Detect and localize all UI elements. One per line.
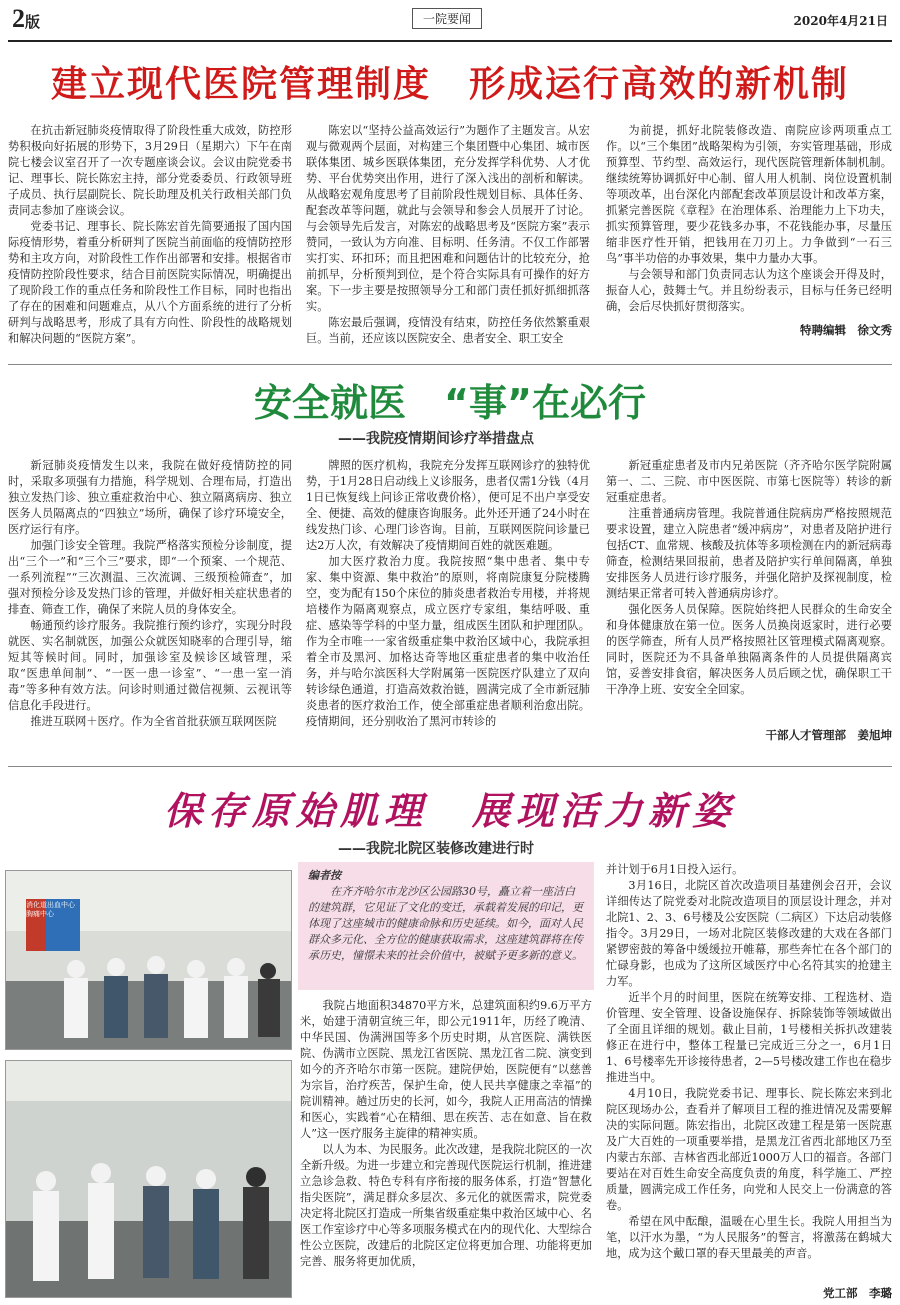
article3-subtitle: ——我院北院区装修改建进行时 (338, 841, 534, 857)
issue-date: 2020年4月21日 (793, 14, 888, 28)
paragraph: 我院占地面积34870平方米，总建筑面积约9.6万平方米，始建于清朝宣统三年，即公元1911年，历经了晚清、中华民国、伪满洲国等多个历史时期，从宫医院、满铁医院、伪满市立医院、黑龙江省医院、黑龙江省二院、演变到如今的齐齐哈尔市第一医院。建院伊始，医院便有“以慈善为宗旨，治疗疾苦，保护生命，使人民共享健康之幸福”的院训精神。趟过历史的长河，如今，我院人正用高洁的情操和医心，实践着“心在精细、思在疾苦、志在如意、旨在救人”这一医疗服务主旋律的精神实质。 (300, 999, 592, 1140)
page-number: 2版 (12, 4, 41, 33)
article1-byline: 特聘编辑 徐文秀 (800, 323, 892, 337)
photo-illustration (6, 1061, 291, 1297)
article2-title: 安全就医 “事”在必行 (254, 381, 646, 425)
paragraph: 推进互联网＋医疗。作为全省首批获颁互联网医院 (30, 715, 277, 728)
article1-title: 建立现代医院管理制度 形成运行高效的新机制 (50, 64, 849, 105)
paragraph: 陈宏以“坚持公益高效运行”为题作了主题发言。从宏观与微观两个层面，对构建三个集团暨中心集团、城市医联体集团、城乡医联体集团，充分发挥学科优势、人才优势、平台优势突出作用，进行了深入浅出的剖析和解读。从战略宏观角度思考了目前阶段性规划目标、具体任务、配套改革等问题，就此与会领导和参会人员展开了讨论。与会领导先后发言，对陈宏的战略思考及“医院方案”表示赞同，一致认为方向准、目标明、任务清。不仅工作部署实打实、环扣环；而且把困难和问题估计的比较充分，抢前抓早，分析预判到位，是个符合实际具有可操作的好方案。下一步主要是按照领导分工和部门责任抓好抓细抓落实。 (306, 124, 590, 313)
article1-col2 (306, 123, 590, 358)
article2-col1 (8, 458, 292, 758)
article3-col1 (300, 998, 592, 1300)
article2-byline: 干部人才管理部 姜旭坤 (765, 728, 892, 742)
paragraph: 近半个月的时间里，医院在统筹安排、工程选材、造价管理、安全管理、设备设施保存、拆除装饰等领域做出了全面且详细的规划。截止目前，1号楼相关拆扒改建装修正在进行中，整体工程量已完成近三分之一，6月1日1、6号楼率先开诊接待患者，2—5号楼改建工作也在稳步推进当中。 (606, 991, 892, 1084)
paragraph: 党委书记、理事长、院长陈宏首先简要通报了国内国际疫情形势，着重分析研判了医院当前面临的疫情防控形势和主攻方向，对阶段性工作作出部署和安排。根据省市疫情防控阶段性要求，结合目前医院实际情况，明确提出了现阶段工作的重点任务和阶段性工作目标，同时也指出了存在的困难和问题难点，从八个方面系统的进行了分析研判与战略思考，形成了具有方向性、阶段性的战略规划和解决问题的“医院方案”。 (8, 220, 292, 345)
header-rule (8, 40, 892, 42)
article3-byline: 党工部 李璐 (823, 1286, 892, 1300)
editor-note-tag: 编者按 (308, 869, 341, 882)
divider (8, 766, 892, 767)
photo-inspection-2 (5, 1060, 292, 1298)
article2-col3 (606, 458, 892, 718)
paragraph: 希望在风中酝酿，温暖在心里生长。我院人用担当为笔，以汗水为墨，“为人民服务”的誓言，将激荡在鹤城大地，成为这个戴口罩的春天里最美的声音。 (606, 1215, 892, 1260)
editor-note (298, 862, 594, 990)
page-header (0, 0, 900, 40)
editor-note-text: 在齐齐哈尔市龙沙区公园路30号，矗立着一座洁白的建筑群，它见证了文化的变迁，承载着发展的印记，更体现了这座城市的健康命脉和历史延续。如今，面对人民群众多元化、全方位的健康获取需求，这座建筑群将在传承历史，憧憬未来的社会价值中，被赋予更多新的意义。 (308, 885, 583, 962)
paragraph: 注重普通病房管理。我院普通住院病房严格按照规范要求设置，建立入院患者“缓冲病房”，对患者及陪护进行包括CT、血常规、核酸及抗体等多项检测在内的新冠病毒筛查，检测结果回报前，患者及陪护实行单间隔离，单独安排医务人员进行诊疗服务，并强化陪护及探视制度，检测结果正常者可转入普通病房诊疗。 (606, 507, 892, 600)
paragraph: 畅通预约诊疗服务。我院推行预约诊疗，实现分时段就医、实名制就医，加强公众就医知晓率的合理引导，缩短其等候时间。同时，加强诊室及候诊区域管理，采取“医患单间制”、“一医一患一诊室”、“一患一室一消毒”等多种有效方法。问诊时则通过微信视频、云视讯等信息化手段进行。 (8, 619, 292, 712)
photo-inspection-1 (5, 870, 292, 1050)
paragraph: 加大医疗救治力度。我院按照“集中患者、集中专家、集中资源、集中救治”的原则，将南院康复分院楼腾空，变为配有150个床位的肺炎患者救治专用楼，并将规培楼作为隔离观察点，成立医疗专家组，集结呼吸、重症、感染等学科的中坚力量，组成医生团队和护理团队。作为全市唯一一家省级重症集中救治区域中心，我院承担着全市及黑河、加格达奇等地区重症患者的集中收治任务，并与哈尔滨医科大学附属第一医院医疗队建立了双向转诊绿色通道，打造高效救治链，圆满完成了全市新冠肺炎患者的医疗救治工作，使全部重症患者顺利治愈出院。疫情期间，还分别收治了黑河市转诊的 (306, 555, 590, 728)
article3-col2 (606, 862, 892, 1282)
paragraph: 并计划于6月1日投入运行。 (606, 863, 744, 876)
article3-title: 保存原始肌理 展现活力新姿 (163, 788, 736, 833)
article2-subtitle: ——我院疫情期间诊疗举措盘点 (338, 431, 534, 447)
article1-col1 (8, 123, 292, 358)
photo-sign-text: 消化道出血中心 胸痛中心 (26, 901, 75, 918)
paragraph: 牌照的医疗机构，我院充分发挥互联网诊疗的独特优势，于1月28日启动线上义诊服务，患者仅需1分钱（4月1日已恢复线上问诊正常收费价格），便可足不出户享受安全、便捷、高效的健康咨询服务。此外还开通了24小时在线发热门诊、心理门诊咨询。目前，互联网医院问诊量已达2万人次，有效解决了疫情期间百姓的就医难题。 (306, 459, 590, 552)
paragraph: 以人为本、为民服务。此次改建，是我院北院区的一次全新升级。为进一步建立和完善现代医院运行机制，推进建立急诊急救、特色专科有序衔接的服务体系，打造“智慧化指尖医院”，满足群众多层次、多元化的就医需求，院党委决定将北院区打造成一所集省级重症集中救治区域中心、名医工作室诊疗中心等多项服务模式在内的现代化、大型综合性公立医院，改建后的北院区定位将更加合理、功能将更加完善、服务将更加优质， (300, 1143, 592, 1268)
paragraph: 与会领导和部门负责同志认为这个座谈会开得及时，振奋人心，鼓舞士气。并且纷纷表示，目标与任务已经明确，会后尽快抓好贯彻落实。 (606, 268, 892, 313)
paragraph: 强化医务人员保障。医院始终把人民群众的生命安全和身体健康放在第一位。医务人员换岗返家时，进行必要的医学筛查，所有人员严格按照社区管理模式隔离观察。同时，医院还为不具备单独隔离条件的人员提供隔离宾馆，妥善安排食宿，解决医务人员后顾之忧，确保职工干干净净上班、安安全全回家。 (606, 603, 892, 696)
paragraph: 3月16日，北院区首次改造项目基建例会召开，会议详细传达了院党委对北院改造项目的顶层设计理念，并对北院1、2、3、6号楼及公安医院（二病区）下达启动装修指令。3月29日，一场对北院区装修改建的大戏在各部门紧锣密鼓的筹备中缓缓拉开帷幕，那些奔忙在各个部门的忙碌身影，也成为了这所区域医疗中心名符其实的抢建主力军。 (606, 879, 892, 988)
article1-col3 (606, 123, 892, 318)
paragraph: 新冠肺炎疫情发生以来，我院在做好疫情防控的同时，采取多项强有力措施，科学规划、合理布局，打造出独立发热门诊、独立重症救治中心、独立隔离病房、独立医务人员隔离点的“四独立”场所，确保了诊疗环境安全，医疗运行有序。 (8, 459, 292, 536)
article2-col2 (306, 458, 590, 758)
divider (8, 364, 892, 365)
paragraph: 为前提，抓好北院装修改造、南院应诊两项重点工作。以“三个集团”战略架构为引领，夯实管理基础，形成预算型、节约型、高效运行，现代医院管理新体制机制。继续统筹协调抓好中心制、留人用人机制、岗位设置机制等项改革，出台深化内部配套改革顶层设计和改革方案，抓紧完善医院《章程》在治理体系、治理能力上下功夫，抓实预算管理，要少花钱多办事，不花钱能办事，尽量压缩非医疗性开销，把钱用在刀刃上。力争做到“一石三鸟”事半功倍的办事效果，集中力量办大事。 (606, 124, 892, 265)
photo-illustration (6, 871, 291, 1049)
paragraph: 新冠重症患者及市内兄弟医院（齐齐哈尔医学院附属第一、二、三院、市中医医院、市第七医院等）转诊的新冠重症患者。 (606, 459, 892, 504)
paragraph: 在抗击新冠肺炎疫情取得了阶段性重大成效，防控形势积极向好拓展的形势下，3月29日（星期六）下午在南院七楼会议室召开了一次专题座谈会议。会议由院党委书记、理事长、院长陈宏主持，部分党委委员、行政领导班子成员、执行层副院长、院长助理及机关行政相关部门负责同志参加了座谈会议。 (8, 124, 292, 217)
paragraph: 加强门诊安全管理。我院严格落实预检分诊制度，提出“三个一”和“三个三”要求，即“一个预案、一个规范、一系列流程”“三次测温、三次流调、三级预检筛查”，加强对预检分诊及发热门诊的管理，并做好相关症状患者的排查、筛查工作，确保了来院人员的身体安全。 (8, 539, 292, 616)
section-label: 一院要闻 (412, 8, 482, 29)
paragraph: 陈宏最后强调，疫情没有结束，防控任务依然繁重艰巨。当前，还应该以医院安全、患者安全、职工安全 (306, 316, 590, 345)
paragraph: 4月10日，我院党委书记、理事长、院长陈宏来到北院区现场办公，查看并了解项目工程的推进情况及需要解决的实际问题。陈宏指出，北院区改建工程是第一医院惠及广大百姓的一项重要举措，是黑龙江省西北部地区乃至内蒙古东部、吉林省西北部近1000万人口的福音。各部门要站在对百姓生命安全高度负责的角度，科学施工、严控质量，圆满完成工作任务，向党和人民交上一份满意的答卷。 (606, 1087, 892, 1212)
